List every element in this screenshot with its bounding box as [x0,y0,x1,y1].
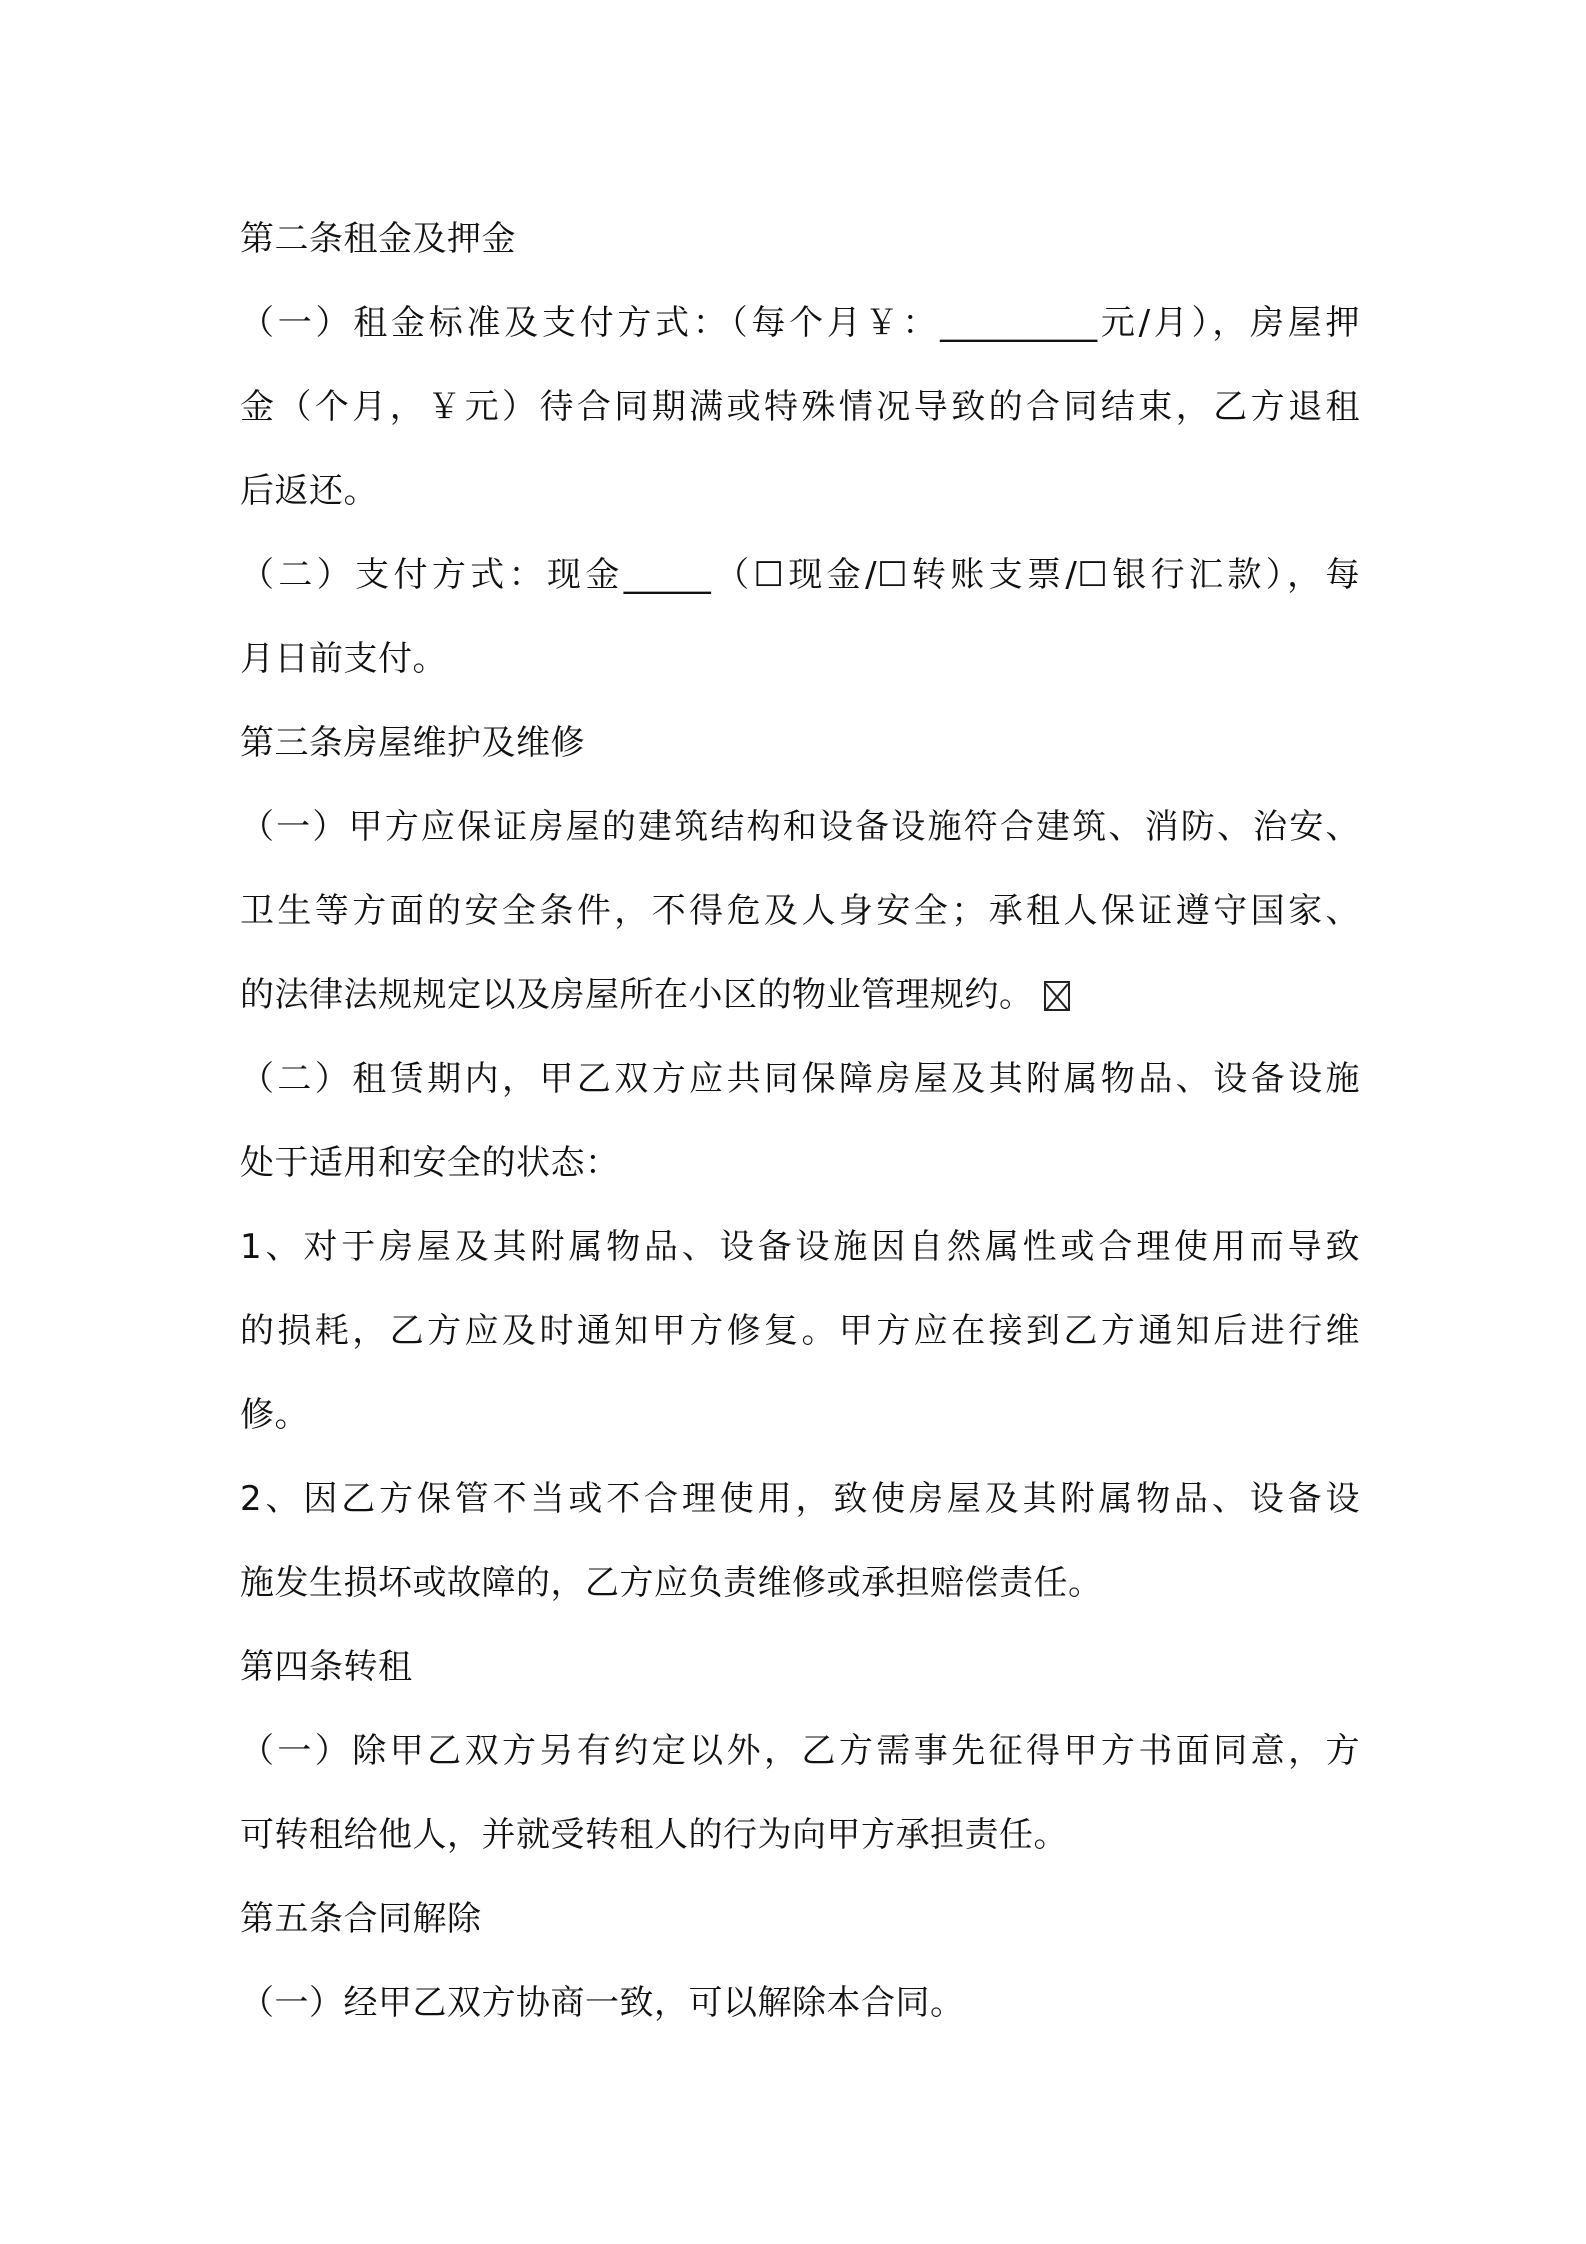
article-3-clause-1-line-2: 卫生等方面的安全条件，不得危及人身安全；承租人保证遵守国家、 [240,891,1360,931]
article-2-clause-2-line-2: 月日前支付。 [240,639,447,679]
article-4-clause-1-line-2: 可转租给他人，并就受转租人的行为向甲方承担责任。 [240,1815,1068,1855]
article-3-item-1-line-3: 修。 [240,1395,309,1435]
article-2-heading: 第二条租金及押金 [240,219,516,259]
article-2-clause-1-line-2: 金（个月，￥元）待合同期满或特殊情况导致的合同结束，乙方退租 [240,387,1360,427]
article-3-clause-1-line-3-wrap [240,953,1360,1037]
article-3-item-1-line-1: 1、对于房屋及其附属物品、设备设施因自然属性或合理使用而导致 [240,1227,1360,1267]
article-5-heading: 第五条合同解除 [240,1899,482,1939]
article-3-heading: 第三条房屋维护及维修 [240,723,585,763]
article-4-clause-1-line-1: （一）除甲乙双方另有约定以外，乙方需事先征得甲方书面同意，方 [240,1731,1360,1771]
article-3-item-2-line-1: 2、因乙方保管不当或不合理使用，致使房屋及其附属物品、设备设 [240,1479,1360,1519]
article-3-clause-2-line-1: （二）租赁期内，甲乙双方应共同保障房屋及其附属物品、设备设施 [240,1059,1360,1099]
article-3-clause-1-line-1: （一）甲方应保证房屋的建筑结构和设备设施符合建筑、消防、治安、 [240,807,1360,847]
article-3-clause-1-line-3: 的法律法规规定以及房屋所在小区的物业管理规约。 [240,975,1034,1015]
article-3-clause-2-line-2: 处于适用和安全的状态： [240,1143,620,1183]
article-2-clause-1-line-3: 后返还。 [240,471,378,511]
article-2-clause-2-line-1: （二）支付方式：现金_____（☐现金/☐转账支票/☐银行汇款），每 [240,555,1360,595]
article-5-clause-1-line-1: （一）经甲乙双方协商一致，可以解除本合同。 [240,1983,965,2023]
article-3-item-1-line-2: 的损耗，乙方应及时通知甲方修复。甲方应在接到乙方通知后进行维 [240,1311,1360,1351]
article-3-item-2-line-2: 施发生损坏或故障的，乙方应负责维修或承担赔偿责任。 [240,1563,1103,1603]
article-2-clause-1-line-1: （一）租金标准及支付方式：（每个月￥：_________元/月），房屋押 [240,303,1360,343]
contract-page [240,197,1360,2045]
crossed-box-icon [1044,981,1070,1011]
article-4-heading: 第四条转租 [240,1647,413,1687]
